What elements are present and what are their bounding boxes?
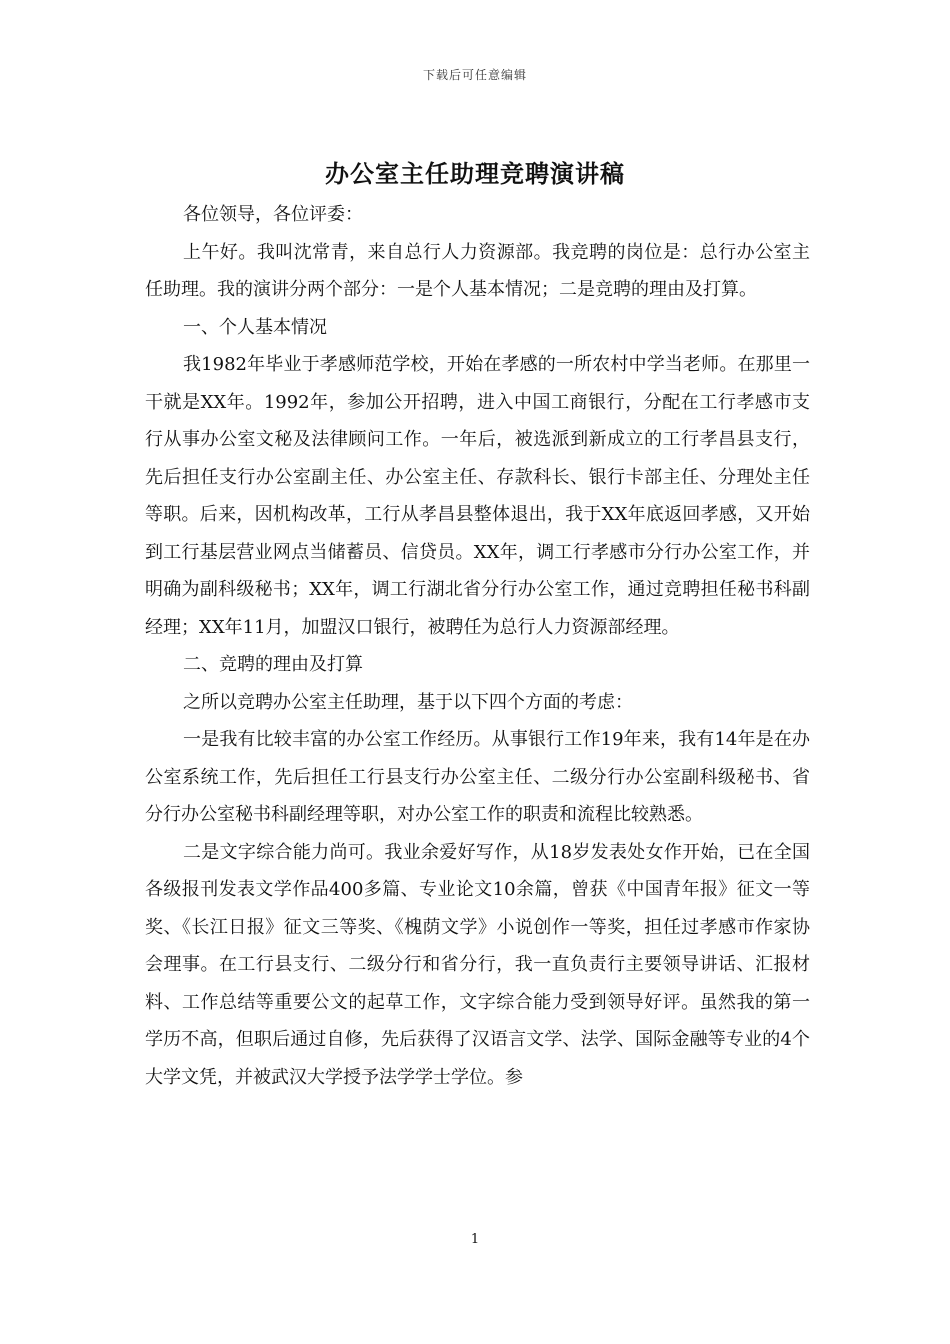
reasons-intro-paragraph: 之所以竞聘办公室主任助理，基于以下四个方面的考虑： xyxy=(183,691,633,713)
salutation-paragraph: 各位领导，各位评委： xyxy=(183,204,363,225)
section-heading-personal: 一、个人基本情况 xyxy=(183,316,327,338)
header-note: 下载后可任意编辑 xyxy=(422,68,527,82)
document-title: 办公室主任助理竞聘演讲稿 xyxy=(325,159,625,188)
intro-paragraph: 上午好。我叫沈常青，来自总行人力资源部。我竞聘的岗位是：总行办公室主任助理。我的演讲分两个部分：一是个人基本情况；二是竞聘的理由及打算。 xyxy=(145,241,810,300)
reason-one-paragraph: 一是我有比较丰富的办公室工作经历。从事银行工作19年来，我有14年是在办公室系统工作，先后担任工行县支行办公室主任、二级分行办公室副科级秘书、省分行办公室秘书科副经理等职，对办公室工作的职责和流程比较熟悉。 xyxy=(145,729,810,825)
personal-background-paragraph: 我1982年毕业于孝感师范学校，开始在孝感的一所农村中学当老师。在那里一干就是XX年。1992年，参加公开招聘，进入中国工商银行，分配在工行孝感市支行从事办公室文秘及法律顾问工作。一年后，被选派到新成立的工行孝昌县支行，先后担任支行办公室副主任、办公室主任、存款科长、银行卡部主任、分理处主任等职。后来，因机构改革，工行从孝昌县整体退出，我于XX年底返回孝感，又开始到工行基层营业网点当储蓄员、信贷员。XX年，调工行孝感市分行办公室工作，并明确为副科级秘书；XX年，调工行湖北省分行办公室工作，通过竞聘担任秘书科副经理；XX年11月，加盟汉口银行，被聘任为总行人力资源部经理。 xyxy=(145,354,810,638)
reason-two-paragraph: 二是文字综合能力尚可。我业余爱好写作，从18岁发表处女作开始，已在全国各级报刊发表文学作品400多篇、专业论文10余篇，曾获《中国青年报》征文一等奖、《长江日报》征文三等奖、《槐荫文学》小说创作一等奖，担任过孝感市作家协会理事。在工行县支行、二级分行和省分行，我一直负责行主要领导讲话、汇报材料、工作总结等重要公文的起草工作，文字综合能力受到领导好评。虽然我的第一学历不高，但职后通过自修，先后获得了汉语言文学、法学、国际金融等专业的4个大学文凭，并被武汉大学授予法学学士学位。参 xyxy=(145,841,810,1088)
section-heading-reasons: 二、竞聘的理由及打算 xyxy=(183,654,363,675)
document-body xyxy=(145,196,810,1096)
page-number: 1 xyxy=(470,1232,480,1247)
